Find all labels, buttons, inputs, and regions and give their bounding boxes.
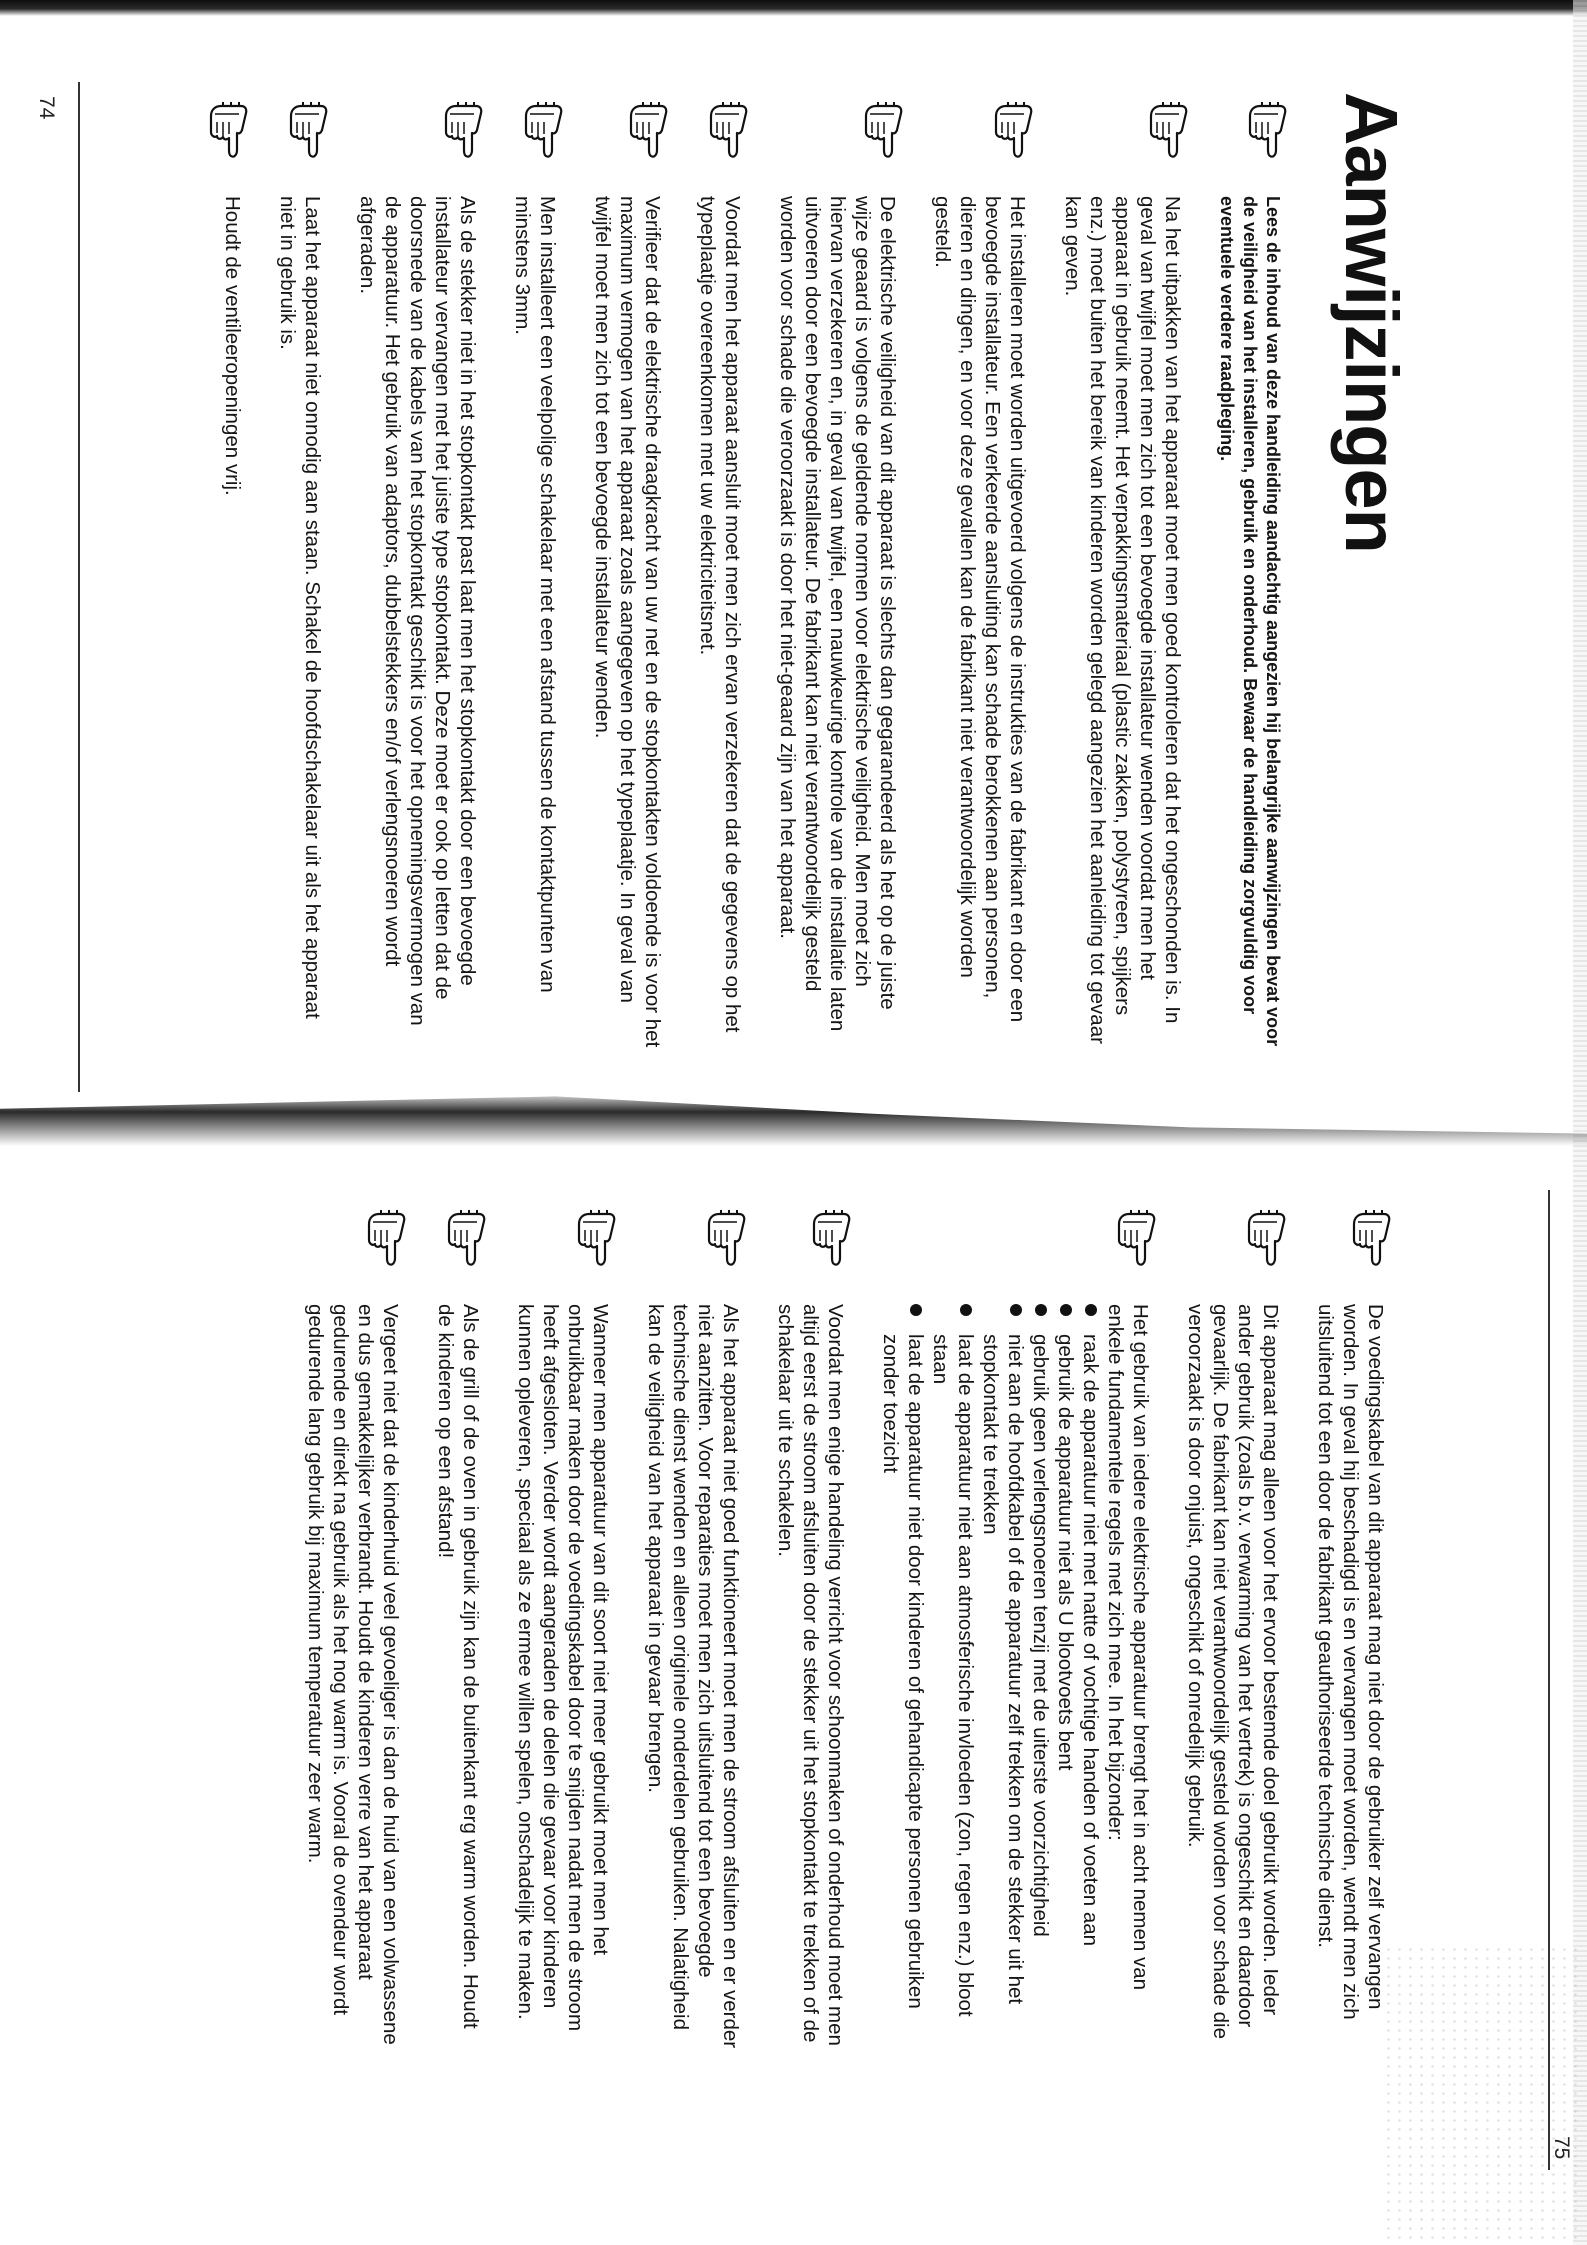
pointing-hand-icon — [285, 100, 331, 162]
bullet-list — [878, 1304, 1103, 2050]
scan-edge-top — [0, 0, 1587, 16]
instruction-block — [1183, 1200, 1283, 2050]
instruction-text: Verifieer dat de elektrische draagkracht van uw net en de stopkontakten voldoende is voor het maximum vermogen van het apparaat zoals aangegeven op het typeplaatje. In geval van twijfel moet men zich tot een bevoegde installateur wenden. — [591, 196, 664, 1048]
instruction-block — [510, 92, 560, 1052]
bullet-text: niet aan de hoofdkabel of de apparatuur zelf trekken om de stekker uit het stopkontakt te trekken — [979, 1334, 1027, 2005]
pointing-hand-icon — [1348, 1208, 1394, 1270]
pointing-hand-icon — [520, 100, 566, 162]
instruction-block — [1060, 92, 1185, 1052]
bullet-text: laat de apparatuur niet aan atmosferische invloeden (zon, regen enz.) bloot staan — [929, 1334, 977, 2017]
page-title: Aanwijzingen — [1330, 92, 1413, 553]
right-blocks — [303, 1200, 1388, 2050]
bullet-dot-icon — [960, 1304, 972, 1316]
instruction-text: Als het apparaat niet goed funktioneert moet men de stroom afsluiten en er verder niet aanzitten. Voor reparaties moet men zich uitsluitend tot een bevoegde technische dienst wenden en alleen originele onderdelen gebruiken. Nalatigheid kan de veiligheid van het apparaat in gevaar brengen. — [644, 1304, 742, 2049]
bullet-item — [978, 1304, 1028, 2050]
page-rule-left — [78, 82, 80, 1092]
instruction-text: Voordat men enige handeling verricht voor schoonmaken of onderhoud moet men altijd eerst de stroom afsluiten door de stekker uit het stopkontakt te trekken of de schakelaar uit te schakelen. — [774, 1304, 847, 2046]
instruction-block — [643, 1200, 743, 2050]
bullet-text: gebruik geen verlengsnoeren tenzij met de uiterste voorzichtigheid — [1029, 1334, 1052, 1937]
bullet-dot-icon — [1060, 1304, 1072, 1316]
left-blocks — [220, 92, 1284, 1052]
bullet-item — [1028, 1304, 1053, 2050]
page-number-left: 74 — [35, 96, 58, 120]
pointing-hand-icon — [363, 1208, 409, 1270]
instruction-text: Het gebruik van iedere elektrische apparatuur brengt het in acht nemen van enkele fundamentele regels met zich mee. In het bijzonder: — [1104, 1304, 1152, 1991]
pointing-hand-icon — [1244, 100, 1290, 162]
instruction-text: Als de grill of de oven in gebruik zijn kan de buitenkant erg warm worden. Houdt de kinderen op een afstand! — [434, 1304, 482, 2029]
bullet-text: raak de apparatuur niet met natte of vochtige handen of voeten aan — [1079, 1334, 1102, 1947]
instruction-text: Vergeet niet dat de kinderhuid veel gevoeliger is dan de huid van een volwassene en dus gemakkelijker verbrandt. Houdt de kinderen verre van het apparaat gedurende en direkt na gebruik als het nog warm is. Vooral de ovendeur wordt gedurende lang gebruik bij maximum temperatuur zeer warm. — [304, 1304, 402, 2045]
pointing-hand-icon — [990, 100, 1036, 162]
bullet-dot-icon — [910, 1304, 922, 1316]
instruction-text: Het installeren moet worden uitgevoerd volgens de instrukties van de fabrikant en door een bevoegde installateur. Een verkeerde aansluiting kan schade berokkenen aan personen, dieren en dingen, en voor deze gevallen kan de fabrikant niet verantwoordelijk worden gesteld. — [931, 196, 1029, 1023]
instruction-text: Wanneer men apparatuur van dit soort niet meer gebruikt moet men het onbruikbaar maken door de voedingskabel door te snijden nadat men de stroom heeft afgesloten. Verder wordt aangeraden de delen die gevaar voor kinderen kunnen opleveren, speciaal als ze ermee willen spelen, onschadelijk te maken. — [514, 1304, 612, 2032]
pointing-hand-icon — [705, 100, 751, 162]
pointing-hand-icon — [1243, 1208, 1289, 1270]
instruction-text: Lees de inhoud van deze handleiding aandachtig aangezien hij belangrijke aanwijzingen bevat voor de veiligheid van het installeren, gebruik en onderhoud. Bewaar de handleiding zorgvuldig voor eventuele verdere raadpleging. — [1217, 196, 1283, 1047]
instruction-block — [303, 1200, 403, 2050]
bullet-item — [1053, 1304, 1078, 2050]
pointing-hand-icon — [205, 100, 251, 162]
instruction-block — [220, 92, 245, 1052]
instruction-text: Na het uitpakken van het apparaat moet men goed kontroleren dat het ongeschonden is. In geval van twijfel moet men zich tot een bevoegde installateur wenden voordat men het apparaat in gebruik neemt. Het verpakkingsmateriaal (plastic zakken, polystyreen, spijkers enz.) moet buiten het bereik van kinderen worden gelegd aangezien het aanleiding tot gevaar kan geven. — [1061, 196, 1184, 1044]
pointing-hand-icon — [703, 1208, 749, 1270]
instruction-text: Laat het apparaat niet onnodig aan staan. Schakel de hoofdschakelaar uit als het apparaat niet in gebruik is. — [276, 196, 324, 1019]
instruction-text: Voordat men het apparaat aansluit moet men zich ervan verzekeren dat de gegevens op het typeplaatje overeenkomen met uw elektriciteitsnet. — [696, 196, 744, 1033]
instruction-block — [1215, 92, 1284, 1052]
pointing-hand-icon — [860, 100, 906, 162]
pointing-hand-icon — [440, 100, 486, 162]
instruction-block — [930, 92, 1030, 1052]
instruction-block — [275, 92, 325, 1052]
bullet-item — [1078, 1304, 1103, 2050]
pointing-hand-icon — [625, 100, 671, 162]
instruction-text: Dit apparaat mag alleen voor het ervoor bestemde doel gebruikt worden. Ieder ander gebruik (zoals b.v. verwarming van het vertrek) is ongeschikt en daardoor gevaarlijk. De fabrikant kan niet verantwoordelijk gesteld worden voor schade die veroorzaakt is door onjuist, ongeschikt of onredelijk gebruik. — [1184, 1304, 1282, 2039]
pointing-hand-icon — [808, 1208, 854, 1270]
bullet-text: laat de apparatuur niet door kinderen of gehandicapte personen gebruiken zonder toezicht — [879, 1334, 927, 2009]
pointing-hand-icon — [573, 1208, 619, 1270]
page-rule-right — [1548, 1190, 1550, 2170]
bullet-dot-icon — [1010, 1304, 1022, 1316]
instruction-block — [355, 92, 480, 1052]
pointing-hand-icon — [1113, 1208, 1159, 1270]
scan-edge-right — [1573, 0, 1587, 2245]
bullet-item — [878, 1304, 928, 2050]
bullet-item — [928, 1304, 978, 2050]
instruction-block — [695, 92, 745, 1052]
instruction-block — [775, 92, 900, 1052]
scan-noise — [1383, 1945, 1583, 2245]
instruction-block — [433, 1200, 483, 2050]
bullet-text: gebruik de apparatuur niet als U blootvoets bent — [1054, 1334, 1077, 1771]
instruction-block — [590, 92, 665, 1052]
instruction-text: Men installeert een veelpolige schakelaar met een afstand tussen de kontaktpunten van minstens 3mm. — [511, 196, 559, 993]
instruction-text: De elektrische veiligheid van dit apparaat is slechts dan gegarandeerd als het op de juiste wijze geaard is volgens de geldende normen voor elektrische veiligheid. Men moet zich hiervan verzekeren en, in geval van twijfel, een nauwkeurige kontrole van de installatie laten uitvoeren door een bevoegde installateur. De fabrikant kan niet verantwoordelijk gesteld worden voor schade die veroorzaakt is door het niet-geaard zijn van het apparaat. — [776, 196, 899, 1032]
instruction-text: Als de stekker niet in het stopkontakt past laat men het stopkontakt door een bevoegde installateur vervangen met het juiste type stopkontakt. Deze moet er ook op letten dat de doorsnede van de kabels van het stopkontakt geschikt is voor het opnemingsvermogen van de apparatuur. Het gebruik van adaptors, dubbelstekkers en/of verlengsnoeren wordt afgeraden. — [356, 196, 479, 1026]
page-number-right: 75 — [1550, 2136, 1573, 2160]
instruction-block — [1313, 1200, 1388, 2050]
bullet-dot-icon — [1035, 1304, 1047, 1316]
page-right — [143, 1200, 1388, 2050]
instruction-text: De voedingskabel van dit apparaat mag niet door de gebruiker zelf vervangen worden. In geval hij beschadigd is en vervangen moet worden, wendt men zich uitsluitend tot een door de fabrikant geauthoriseerde technische dienst. — [1314, 1304, 1387, 2020]
page-left — [143, 92, 1413, 1052]
instruction-block — [773, 1200, 848, 2050]
instruction-text: Houdt de ventileeropeningen vrij. — [221, 196, 244, 496]
pointing-hand-icon — [1145, 100, 1191, 162]
instruction-block — [513, 1200, 613, 2050]
page-fold-shadow — [0, 1084, 1587, 1146]
instruction-block — [878, 1200, 1153, 2050]
bullet-dot-icon — [1085, 1304, 1097, 1316]
pointing-hand-icon — [443, 1208, 489, 1270]
